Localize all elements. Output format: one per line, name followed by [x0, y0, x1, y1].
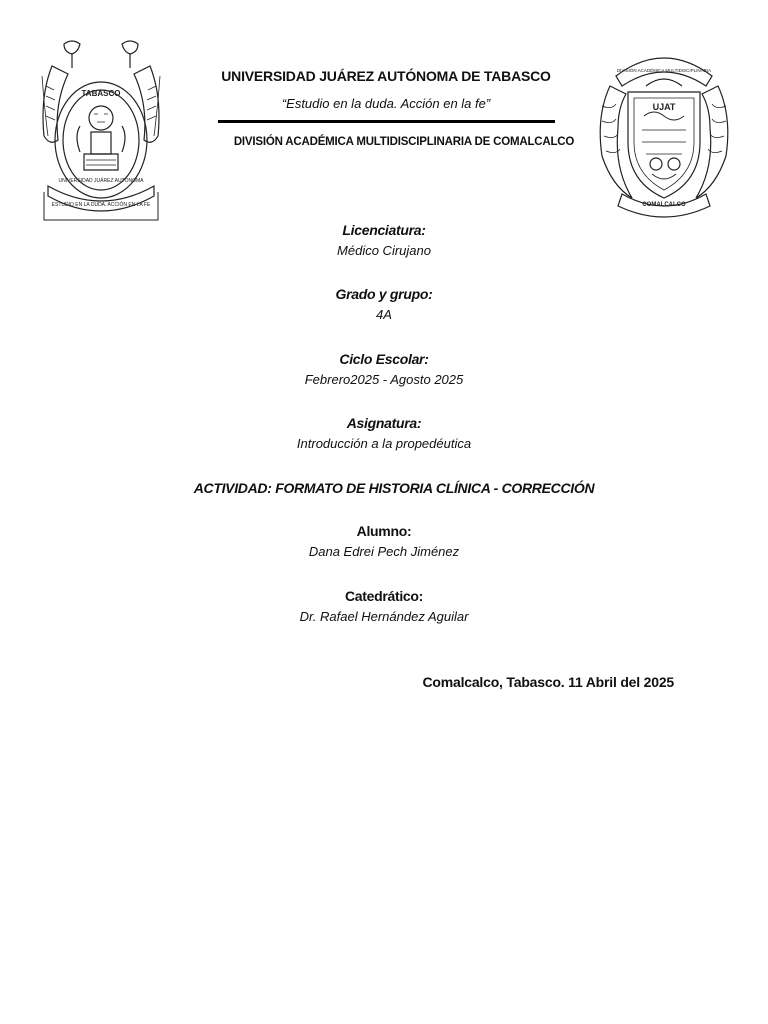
field-label: Asignatura:: [346, 415, 422, 431]
seal-text-ujat: UJAT: [652, 102, 676, 112]
field-label: Licenciatura:: [342, 222, 426, 238]
place-date-line: Comalcalco, Tabasco. 11 Abril del 2025: [422, 674, 674, 690]
field-value: 4A: [376, 307, 392, 322]
ujat-shield-logo: [34, 36, 168, 222]
field-value: Médico Cirujano: [337, 243, 431, 258]
field-grado-grupo: [0, 286, 768, 322]
field-catedratico: [0, 588, 768, 624]
seal-text-tabasco: TABASCO: [81, 89, 121, 98]
field-value: Dana Edrei Pech Jiménez: [308, 544, 460, 559]
seal-text-motto: ESTUDIO EN LA DUDA. ACCIÓN EN LA FE: [51, 202, 151, 208]
field-value: Dr. Rafael Hernández Aguilar: [299, 609, 469, 624]
field-label: Ciclo Escolar:: [339, 351, 429, 367]
document-header: [218, 66, 554, 111]
field-ciclo-escolar: [0, 351, 768, 387]
field-value: Introducción a la propedéutica: [296, 436, 472, 451]
activity-title: ACTIVIDAD: FORMATO DE HISTORIA CLÍNICA - CORRECCIÓN: [193, 480, 595, 496]
field-asignatura: [0, 415, 768, 451]
university-motto: “Estudio en la duda. Acción en la fe”: [281, 96, 491, 111]
field-value: Febrero2025 - Agosto 2025: [304, 372, 464, 387]
field-label: Alumno:: [356, 523, 412, 539]
field-alumno: [0, 523, 768, 559]
field-label: Catedrático:: [344, 588, 424, 604]
seal-text-division: DIVISIÓN ACADÉMICA MULTIDISCIPLINARIA: [616, 68, 712, 73]
field-licenciatura: [0, 222, 768, 258]
field-label: Grado y grupo:: [335, 286, 433, 302]
university-name: UNIVERSIDAD JUÁREZ AUTÓNOMA DE TABASCO: [221, 68, 551, 84]
seal-text-comalcalco: COMALCALCO: [642, 202, 686, 208]
seal-text-university: UNIVERSIDAD JUÁREZ AUTÓNOMA: [58, 178, 144, 184]
damc-comalcalco-seal-logo: [596, 46, 732, 222]
division-name: DIVISIÓN ACADÉMICA MULTIDISCIPLINARIA DE COMALCALCO: [233, 136, 575, 148]
header-divider: [218, 120, 555, 123]
